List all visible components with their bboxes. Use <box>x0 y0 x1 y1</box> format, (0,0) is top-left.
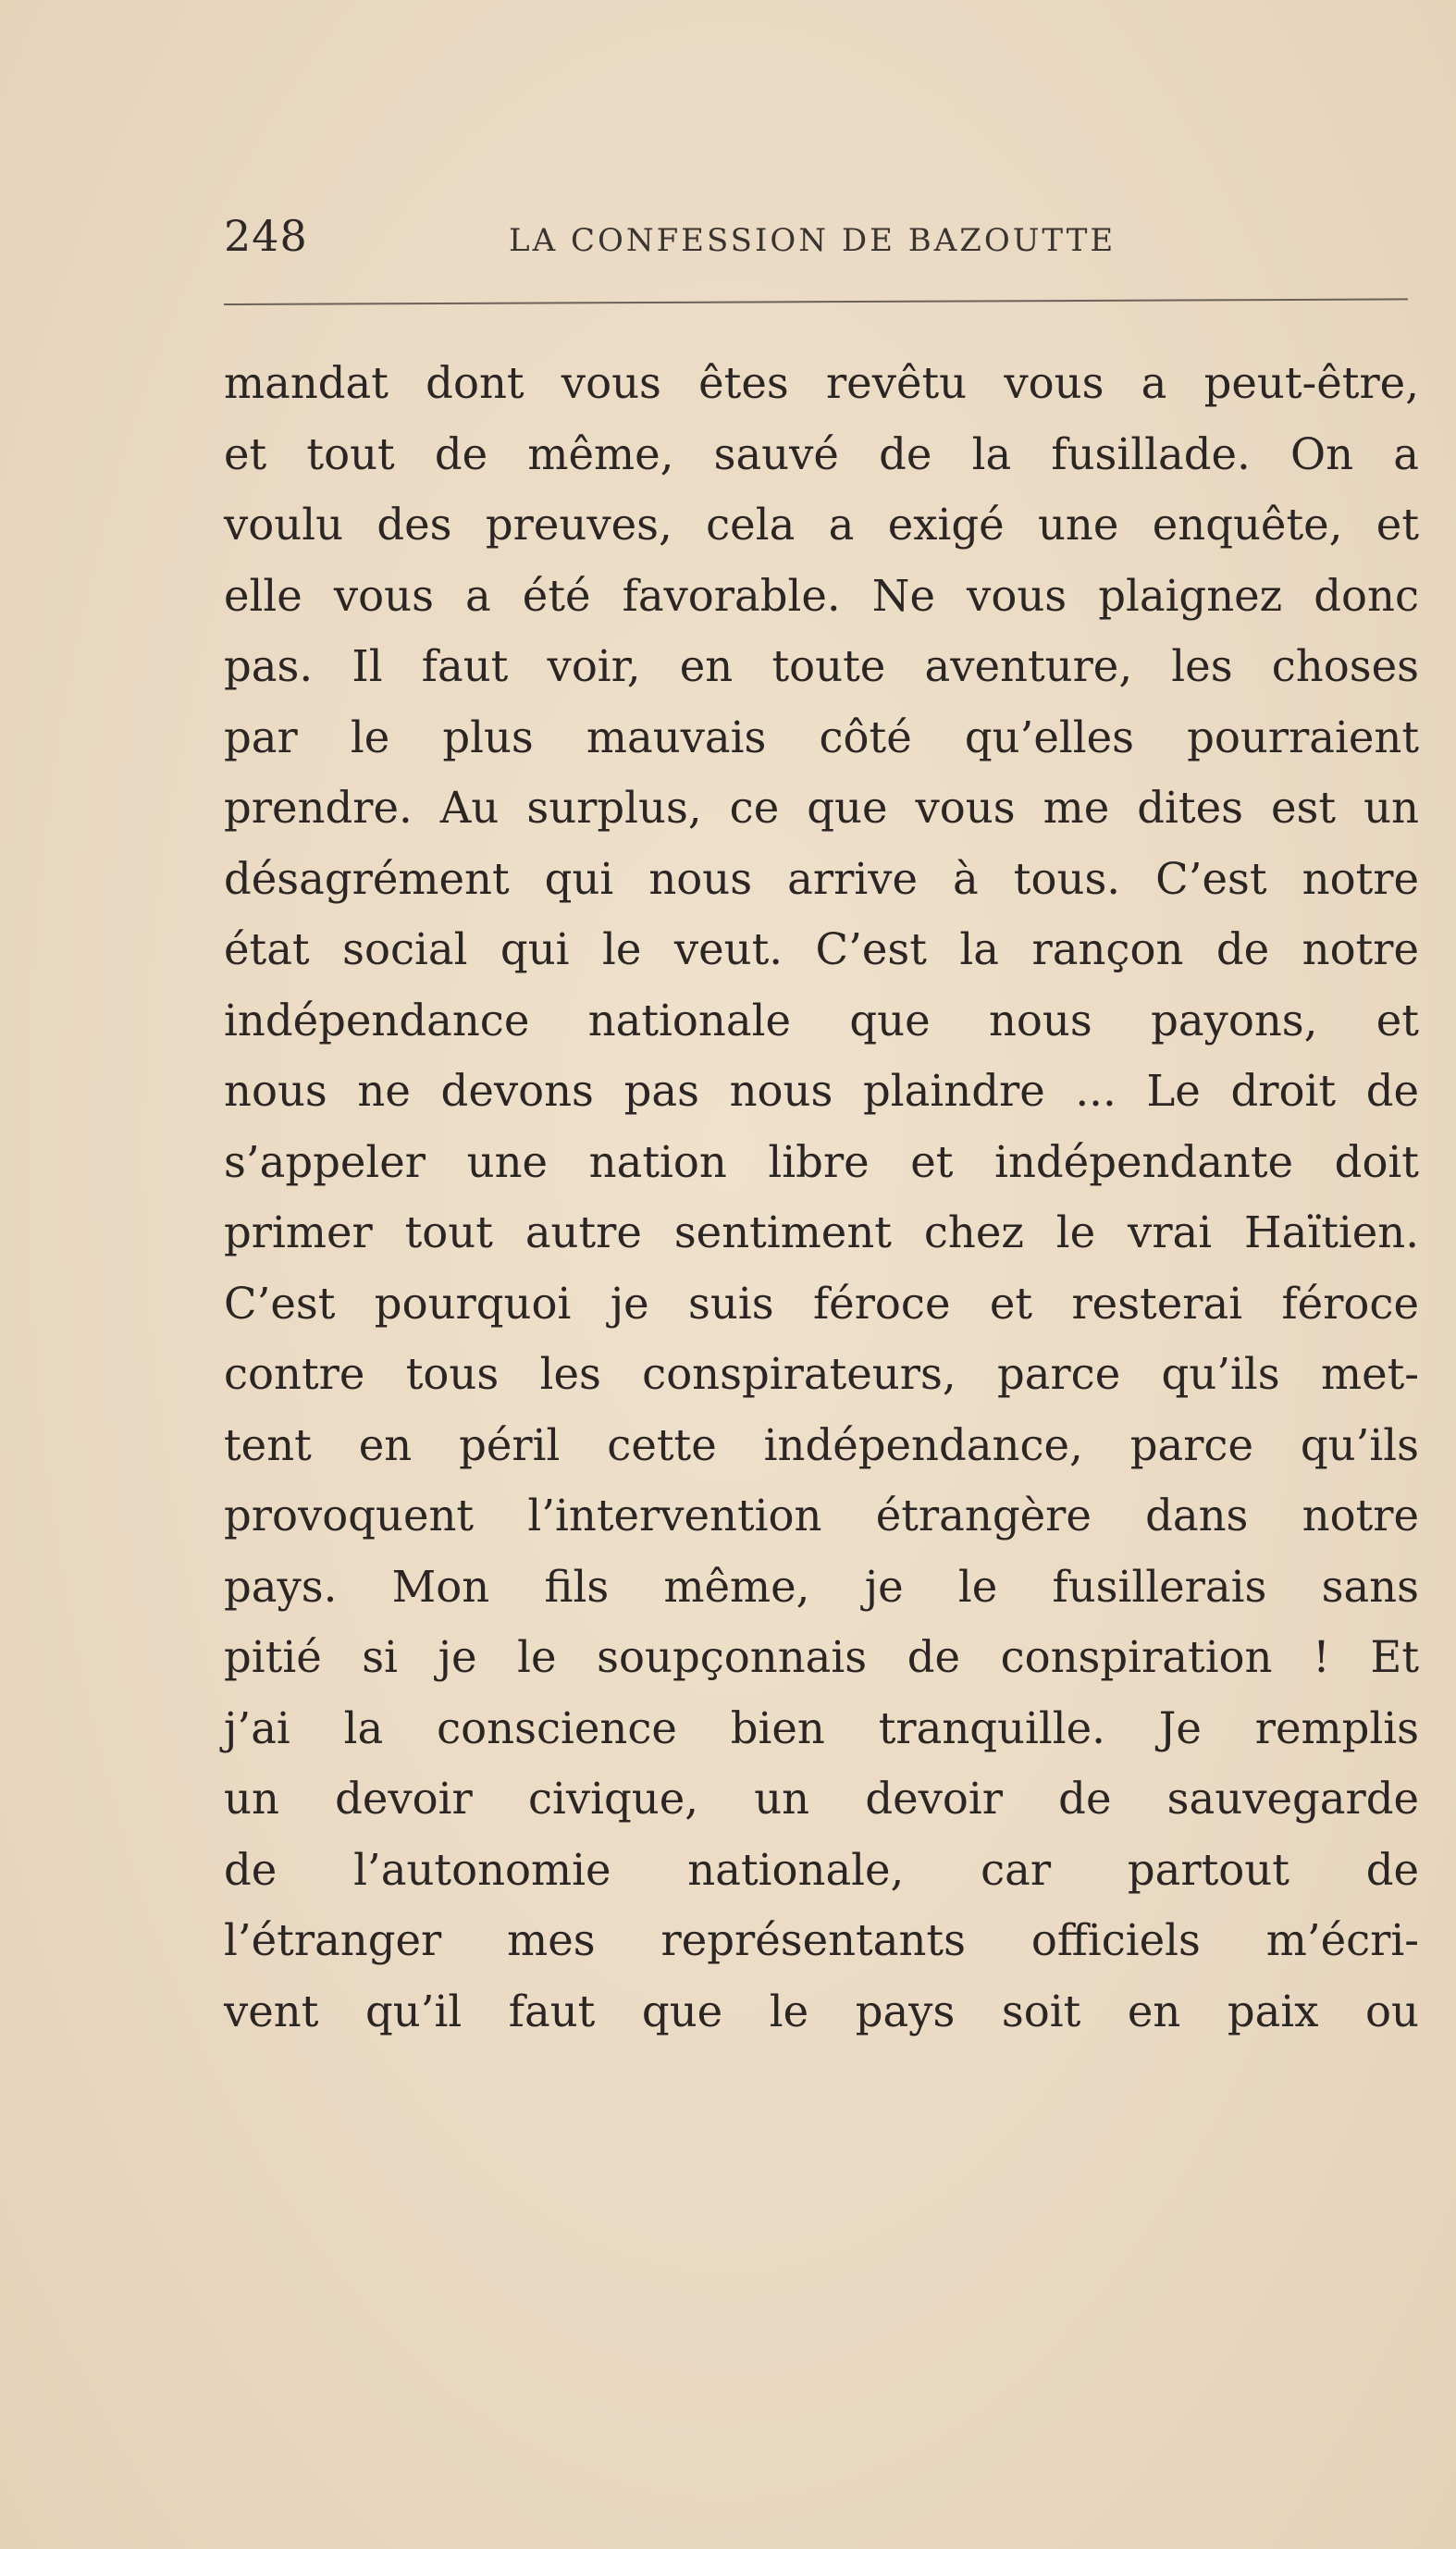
text-line: pays. Mon fils même, je le fusillerais sans <box>224 1561 1419 1612</box>
text-line: vent qu’il faut que le pays soit en paix ou <box>224 1986 1419 2036</box>
body-text <box>224 348 1419 2047</box>
text-line: et tout de même, sauvé de la fusillade. On a <box>224 428 1419 479</box>
text-line: prendre. Au surplus, ce que vous me dites est un <box>224 783 1419 833</box>
text-line: pitié si je le soupçonnais de conspiration ! Et <box>224 1632 1419 1682</box>
text-line: par le plus mauvais côté qu’elles pourraient <box>224 711 1419 762</box>
text-line: l’étranger mes représentants officiels m’écri- <box>224 1915 1419 1965</box>
text-line: s’appeler une nation libre et indépendante doit <box>224 1136 1419 1187</box>
text-line: elle vous a été favorable. Ne vous plaignez donc <box>224 570 1419 621</box>
text-line: j’ai la conscience bien tranquille. Je remplis <box>224 1702 1419 1753</box>
text-line: nous ne devons pas nous plaindre ... Le droit de <box>224 1066 1419 1116</box>
page-header <box>224 211 1417 276</box>
text-line: primer tout autre sentiment chez le vrai Haïtien. <box>224 1207 1419 1257</box>
text-line: C’est pourquoi je suis féroce et resterai féroce <box>224 1278 1419 1329</box>
text-line: mandat dont vous êtes revêtu vous a peut-être, <box>224 358 1419 408</box>
text-line: contre tous les conspirateurs, parce qu’ils met- <box>224 1349 1419 1399</box>
page-number: 248 <box>224 211 308 261</box>
header-rule <box>224 298 1408 305</box>
running-title: LA CONFESSION DE BAZOUTTE <box>509 222 1117 259</box>
text-line: tent en péril cette indépendance, parce qu’ils <box>224 1419 1419 1470</box>
text-line: provoquent l’intervention étrangère dans notre <box>224 1491 1419 1541</box>
text-line: pas. Il faut voir, en toute aventure, les choses <box>224 641 1419 691</box>
text-line: un devoir civique, un devoir de sauvegarde <box>224 1774 1419 1824</box>
text-line: indépendance nationale que nous payons, et <box>224 995 1419 1046</box>
text-line: désagrément qui nous arrive à tous. C’est notre <box>224 853 1419 904</box>
text-line: de l’autonomie nationale, car partout de <box>224 1844 1419 1895</box>
text-line: voulu des preuves, cela a exigé une enquête, et <box>224 500 1419 550</box>
text-line: état social qui le veut. C’est la rançon de notre <box>224 924 1419 974</box>
